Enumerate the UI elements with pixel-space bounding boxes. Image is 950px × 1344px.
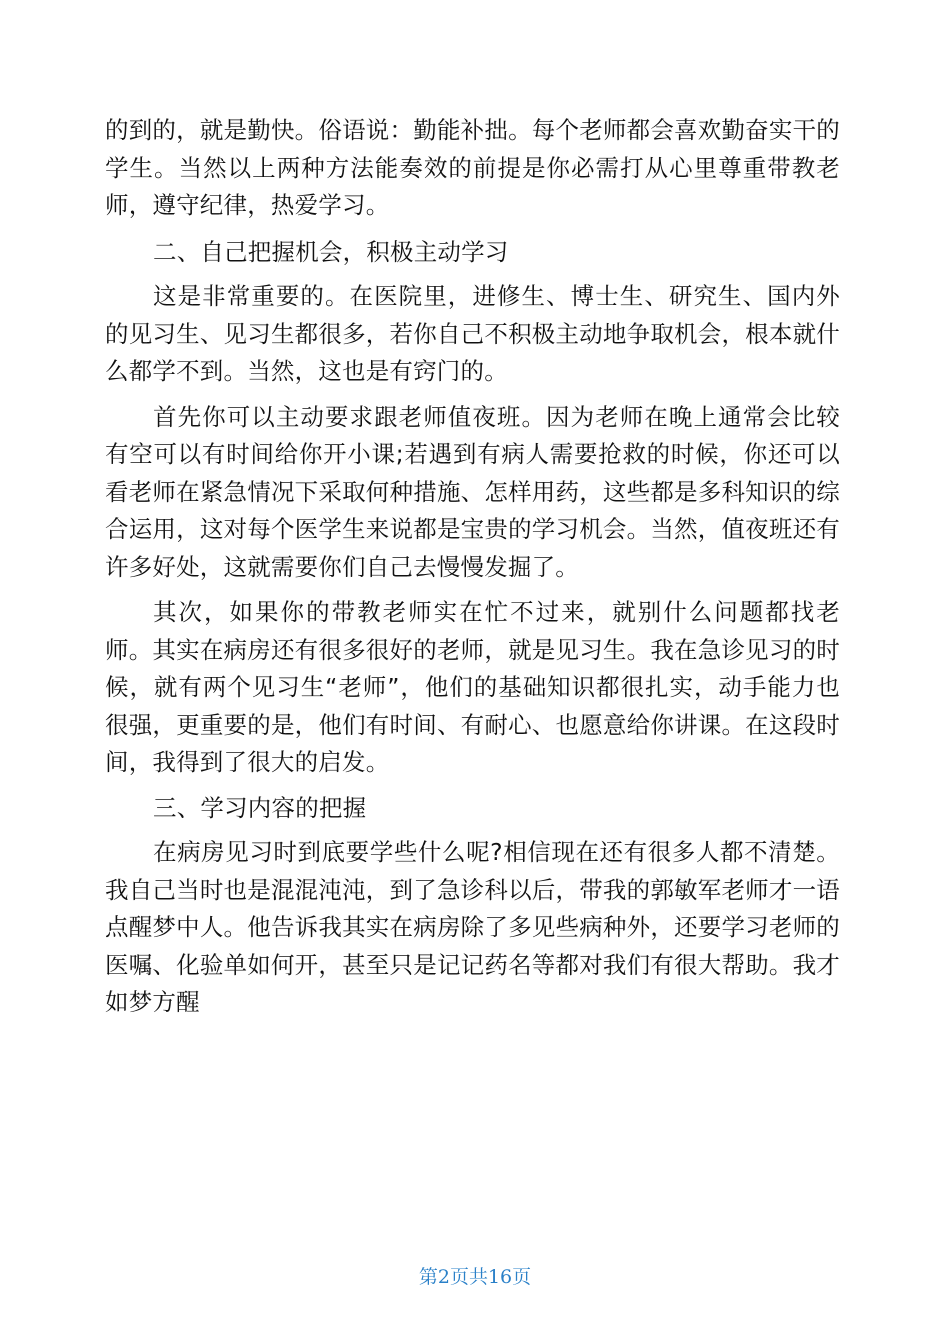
paragraph-night-shift: 首先你可以主动要求跟老师值夜班。因为老师在晚上通常会比较有空可以有时间给你开小课;若遇到有病人需要抢救的时候，你还可以看老师在紧急情况下采取何种措施、怎样用药，这些都是多科知识的综合运用，这对每个医学生来说都是宝贵的学习机会。当然，值夜班还有许多好处，这就需要你们自己去慢慢发掘了。 [105,402,840,581]
paragraph-continuation: 的到的，就是勤快。俗语说：勤能补拙。每个老师都会喜欢勤奋实干的学生。当然以上两种方法能奏效的前提是你必需打从心里尊重带教老师，遵守纪律，热爱学习。 [105,116,840,219]
paragraph-learning-content: 在病房见习时到底要学些什么呢?相信现在还有很多人都不清楚。我自己当时也是混混沌沌，到了急诊科以后，带我的郭敏军老师才一语点醒梦中人。他告诉我其实在病房除了多见些病种外，还要学习老师的医嘱、化验单如何开，甚至只是记记药名等都对我们有很大帮助。我才如梦方醒 [105,838,840,1016]
section-heading-2: 二、自己把握机会，积极主动学习 [153,237,509,266]
document-body [105,112,840,1022]
paragraph-opportunity: 这是非常重要的。在医院里，进修生、博士生、研究生、国内外的见习生、见习生都很多，若你自己不积极主动地争取机会，根本就什么都学不到。当然，这也是有窍门的。 [105,282,840,385]
paragraph-interns-as-teachers: 其次，如果你的带教老师实在忙不过来，就别什么问题都找老师。其实在病房还有很多很好的老师，就是见习生。我在急诊见习的时候，就有两个见习生“老师”，他们的基础知识都很扎实，动手能力也很强，更重要的是，他们有时间、有耐心、也愿意给你讲课。在这段时间，我得到了很大的启发。 [105,598,840,776]
section-heading-3: 三、学习内容的把握 [153,793,367,822]
page-number-footer: 第2页共16页 [418,1266,532,1288]
